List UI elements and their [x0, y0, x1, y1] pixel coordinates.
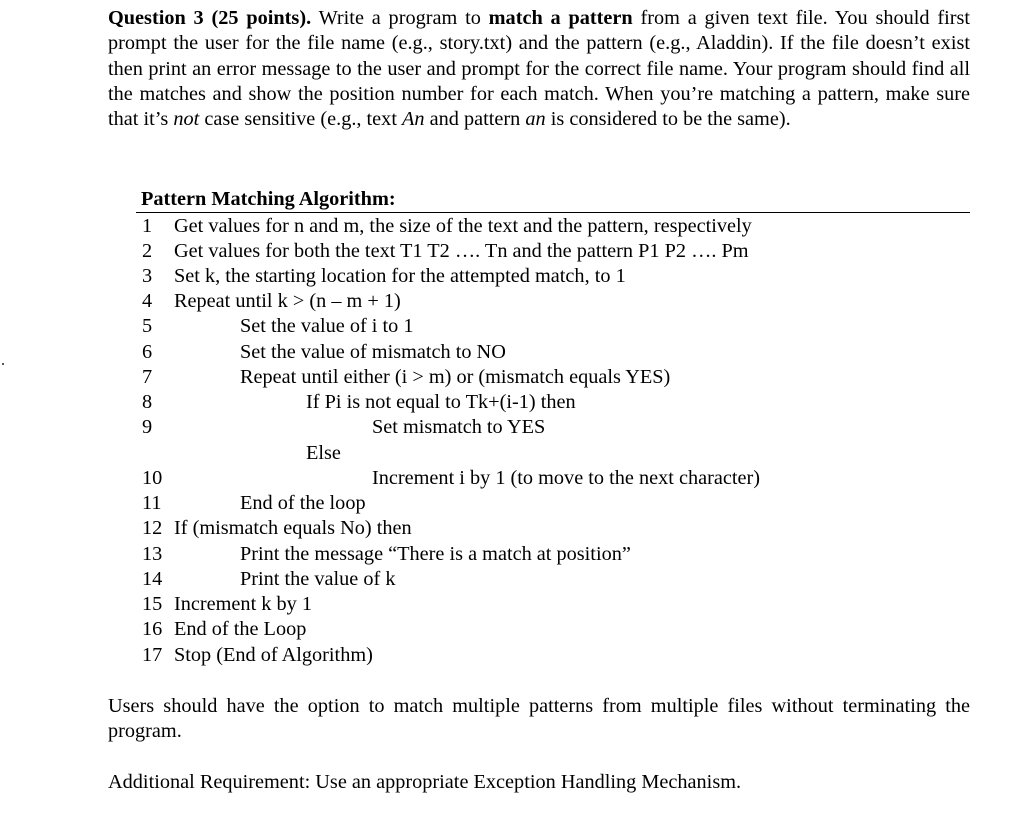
line-number: 9 — [142, 416, 153, 438]
line-number: 13 — [142, 543, 163, 565]
question-paragraph — [108, 6, 970, 132]
line-number: 4 — [142, 290, 153, 312]
line-text: Increment i by 1 (to move to the next character) — [372, 467, 760, 489]
line-number: 8 — [142, 391, 153, 413]
line-text: Set k, the starting location for the attempted match, to 1 — [174, 265, 626, 287]
line-number: 7 — [142, 366, 153, 388]
question-italic-an-upper: An — [402, 108, 425, 131]
line-text: End of the Loop — [174, 618, 307, 640]
algorithm-heading: Pattern Matching Algorithm: — [141, 188, 396, 210]
line-text: Set the value of i to 1 — [240, 315, 414, 337]
algorithm-divider — [136, 212, 970, 213]
line-text: Get values for both the text T1 T2 …. Tn and the pattern P1 P2 …. Pm — [174, 240, 749, 262]
question-title: Question 3 (25 points). — [108, 7, 312, 29]
line-number: 12 — [142, 517, 163, 539]
line-text: Print the message “There is a match at position” — [240, 543, 631, 565]
line-text: Repeat until either (i > m) or (mismatch equals YES) — [240, 366, 671, 388]
line-number: 1 — [142, 215, 153, 237]
line-number: 11 — [142, 492, 162, 514]
line-text: Set the value of mismatch to NO — [240, 341, 506, 363]
line-text: Increment k by 1 — [174, 593, 312, 615]
additional-requirement: Additional Requirement: Use an appropriate Exception Handling Mechanism. — [108, 771, 742, 793]
line-number: 5 — [142, 315, 153, 337]
line-number: 15 — [142, 593, 163, 615]
line-number: 6 — [142, 341, 153, 363]
question-text-1: Write a program to — [311, 7, 489, 29]
line-number: 2 — [142, 240, 153, 262]
question-text-3: case sensitive (e.g., text — [199, 108, 403, 131]
question-italic-an-lower: an — [525, 108, 546, 131]
line-text: Stop (End of Algorithm) — [174, 644, 373, 666]
question-text-5: is considered to be the same). — [545, 108, 791, 131]
line-number: 16 — [142, 618, 163, 640]
line-text: Set mismatch to YES — [372, 416, 546, 438]
line-text: Repeat until k > (n – m + 1) — [174, 290, 401, 312]
line-text: End of the loop — [240, 492, 366, 514]
line-number: 17 — [142, 644, 163, 666]
line-text: If (mismatch equals No) then — [174, 517, 412, 539]
line-text: If Pi is not equal to Tk+(i-1) then — [306, 391, 576, 413]
question-bold-phrase: match a pattern — [488, 7, 633, 29]
line-text: Else — [306, 442, 341, 464]
line-number: 3 — [142, 265, 153, 287]
question-text-2: from a given text file. You should first prompt the user for the file name (e.g., story.txt) and the pattern (e.g., Aladdin). If the file doesn’t exist then print an error message to the user and prompt for the correct file name. Your program should find all the matches and show the position number for each match. When you’re matching a pattern, make sure that it’s — [108, 7, 971, 131]
multi-pattern-paragraph: Users should have the option to match multiple patterns from multiple files without terminating the program. — [108, 695, 970, 743]
question-text-4: and pattern — [424, 108, 526, 131]
stray-dot — [2, 363, 4, 365]
line-number: 14 — [142, 568, 163, 590]
line-number: 10 — [142, 467, 163, 489]
line-text: Get values for n and m, the size of the text and the pattern, respectively — [174, 215, 752, 237]
line-text: Print the value of k — [240, 568, 396, 590]
question-italic-not: not — [173, 108, 200, 131]
